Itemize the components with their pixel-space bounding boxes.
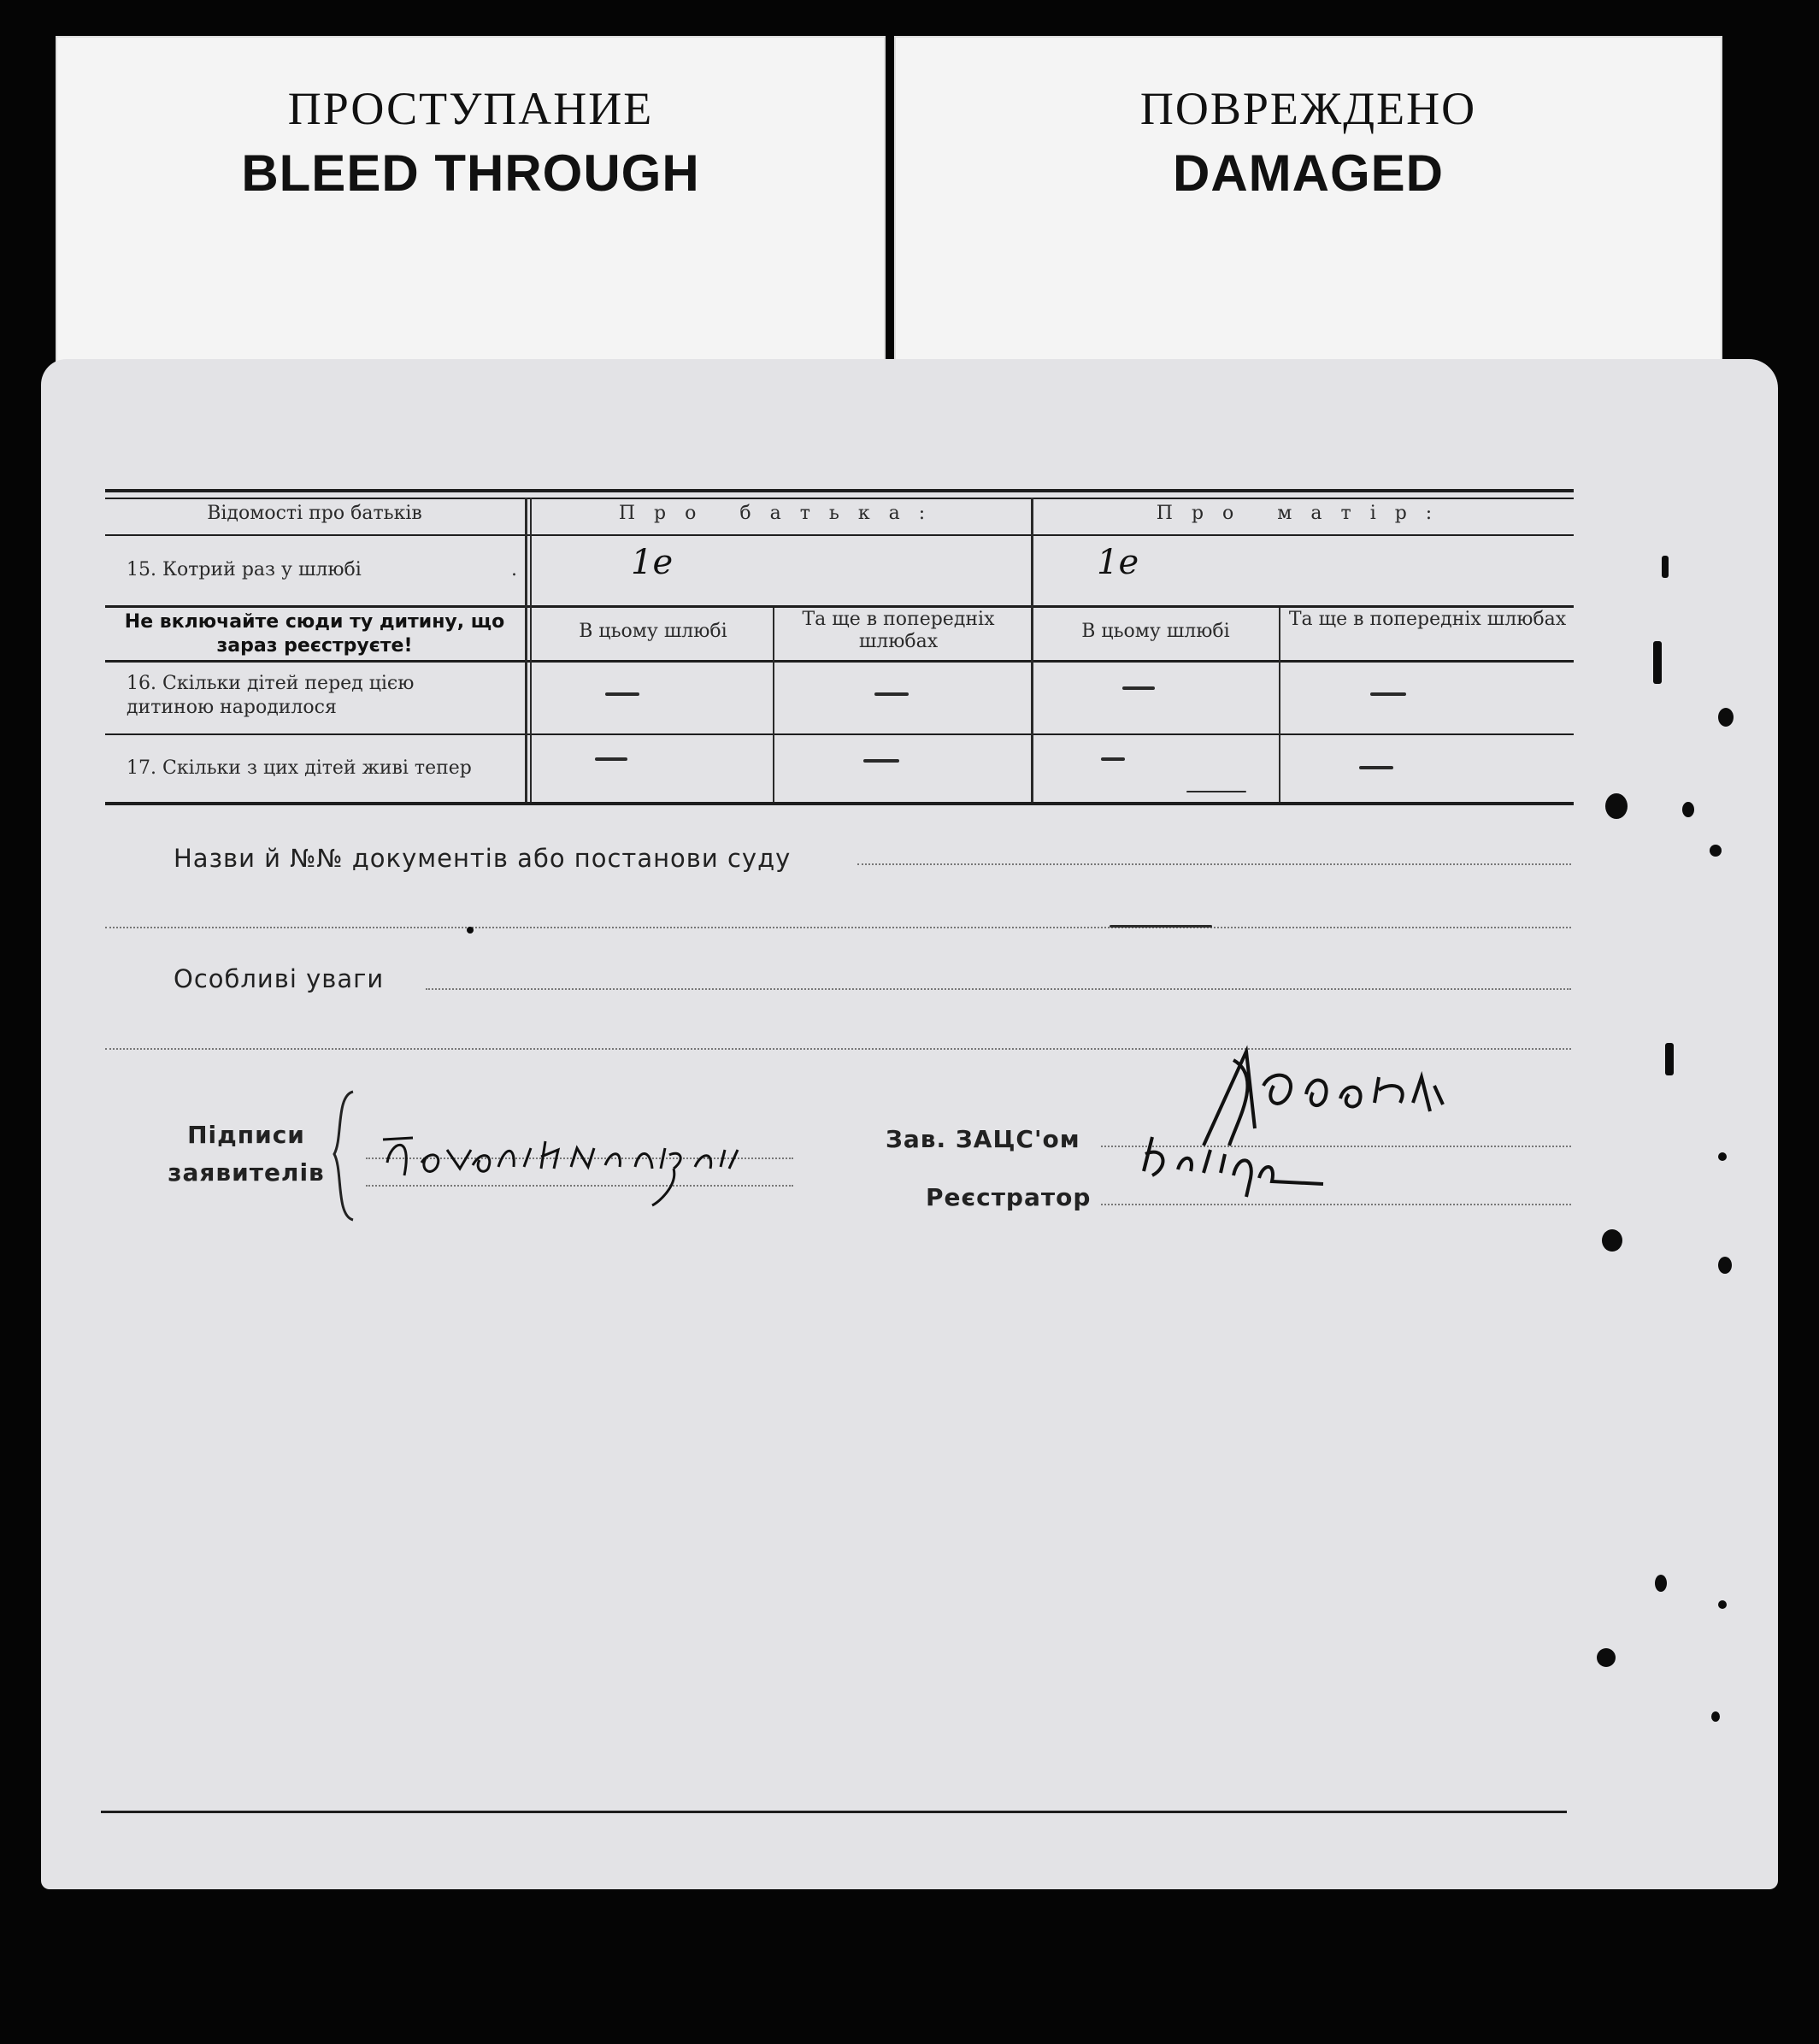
signatures-label: Підписи заявителів: [168, 1121, 325, 1187]
row16-label: 16. Скільки дітей перед цією дитиною народилося: [127, 673, 415, 718]
damage-mark: [1665, 1043, 1674, 1075]
table-row-rule: [105, 534, 1574, 536]
punch-hole: [1602, 1229, 1622, 1252]
head-registry-label: Зав. ЗАЦС'ом: [886, 1125, 1080, 1153]
row15-dot: .: [511, 559, 517, 580]
punch-hole: [1718, 708, 1734, 727]
table-row-rule: [105, 660, 1574, 663]
notes-dotted-line: [426, 988, 1571, 990]
table-col-rule: [1031, 498, 1033, 802]
table-top-rule-thin: [105, 498, 1574, 499]
table-row-rule: [105, 605, 1574, 608]
applicant-signature: [379, 1116, 780, 1210]
table-col-rule: [773, 608, 774, 802]
row17-label: 17. Скільки з цих дітей живі тепер: [127, 757, 472, 779]
punch-hole: [1718, 1152, 1727, 1161]
sub-father-this: В цьому шлюбі: [579, 621, 727, 642]
subheader-note: Не включайте сюди ту дитину, що зараз реєструєте!: [124, 611, 505, 657]
row15-label: 15. Котрий раз у шлюбі: [127, 559, 362, 580]
sub-father-previous: Та ще в попередніх шлюбах: [802, 609, 995, 652]
registrar-label: Реєстратор: [926, 1183, 1092, 1211]
damaged-ru: ПОВРЕЖДЕНО: [1139, 83, 1477, 134]
punch-hole: [1597, 1648, 1616, 1667]
row16-dash: [1122, 686, 1155, 690]
damage-mark: [1653, 641, 1662, 684]
row15-mother-value: 1е: [1097, 543, 1139, 582]
table-col-rule: [530, 498, 532, 802]
damaged-en: DAMAGED: [1173, 144, 1444, 202]
row17-dash: [595, 757, 627, 761]
damaged-card: [894, 36, 1722, 371]
header-parents-info: Відомості про батьків: [207, 503, 422, 524]
punch-hole: [1718, 1600, 1727, 1609]
header-mother: Про матір:: [1156, 503, 1451, 524]
damage-mark: [1662, 556, 1669, 578]
row15-father-value: 1е: [631, 543, 674, 582]
table-row-rule: [105, 733, 1574, 735]
documents-stroke: [1110, 925, 1212, 928]
documents-label: Назви й №№ документів або постанови суду: [174, 844, 792, 873]
row17-stroke: [1186, 791, 1246, 792]
row16-dash: [874, 692, 909, 696]
header-father: Про батька:: [618, 503, 945, 524]
notes-label: Особливі уваги: [174, 964, 385, 993]
bleed-through-en: BLEED THROUGH: [241, 144, 700, 202]
documents-dotted-line: [857, 863, 1571, 865]
row17-dash: [1101, 757, 1125, 761]
row17-dash: [1359, 766, 1393, 769]
sub-mother-this: В цьому шлюбі: [1081, 621, 1230, 642]
punch-hole: [1605, 793, 1628, 819]
head-signature: [1084, 1026, 1528, 1222]
punch-hole: [1655, 1575, 1667, 1592]
bleed-through-ru: ПРОСТУПАНИЕ: [287, 83, 654, 134]
bottom-rule: [101, 1811, 1567, 1813]
punch-hole: [1718, 1257, 1732, 1274]
documents-dotted-line-2: [105, 927, 1571, 928]
row16-dash: [605, 692, 639, 696]
row16-dash: [1370, 692, 1406, 696]
ink-dot: [467, 927, 474, 934]
row17-dash: [863, 759, 899, 763]
form-sheet: [41, 359, 1778, 1889]
table-col-rule: [1279, 608, 1280, 802]
sub-mother-previous: Та ще в попередніх шлюбах: [1288, 609, 1567, 630]
table-col-rule: [525, 498, 527, 802]
bleed-through-card: [56, 36, 886, 371]
punch-hole: [1710, 845, 1722, 857]
table-bottom-rule: [105, 802, 1574, 805]
punch-hole: [1711, 1711, 1720, 1722]
punch-hole: [1682, 802, 1694, 817]
signatures-brace: [327, 1087, 362, 1224]
table-top-rule: [105, 489, 1574, 492]
